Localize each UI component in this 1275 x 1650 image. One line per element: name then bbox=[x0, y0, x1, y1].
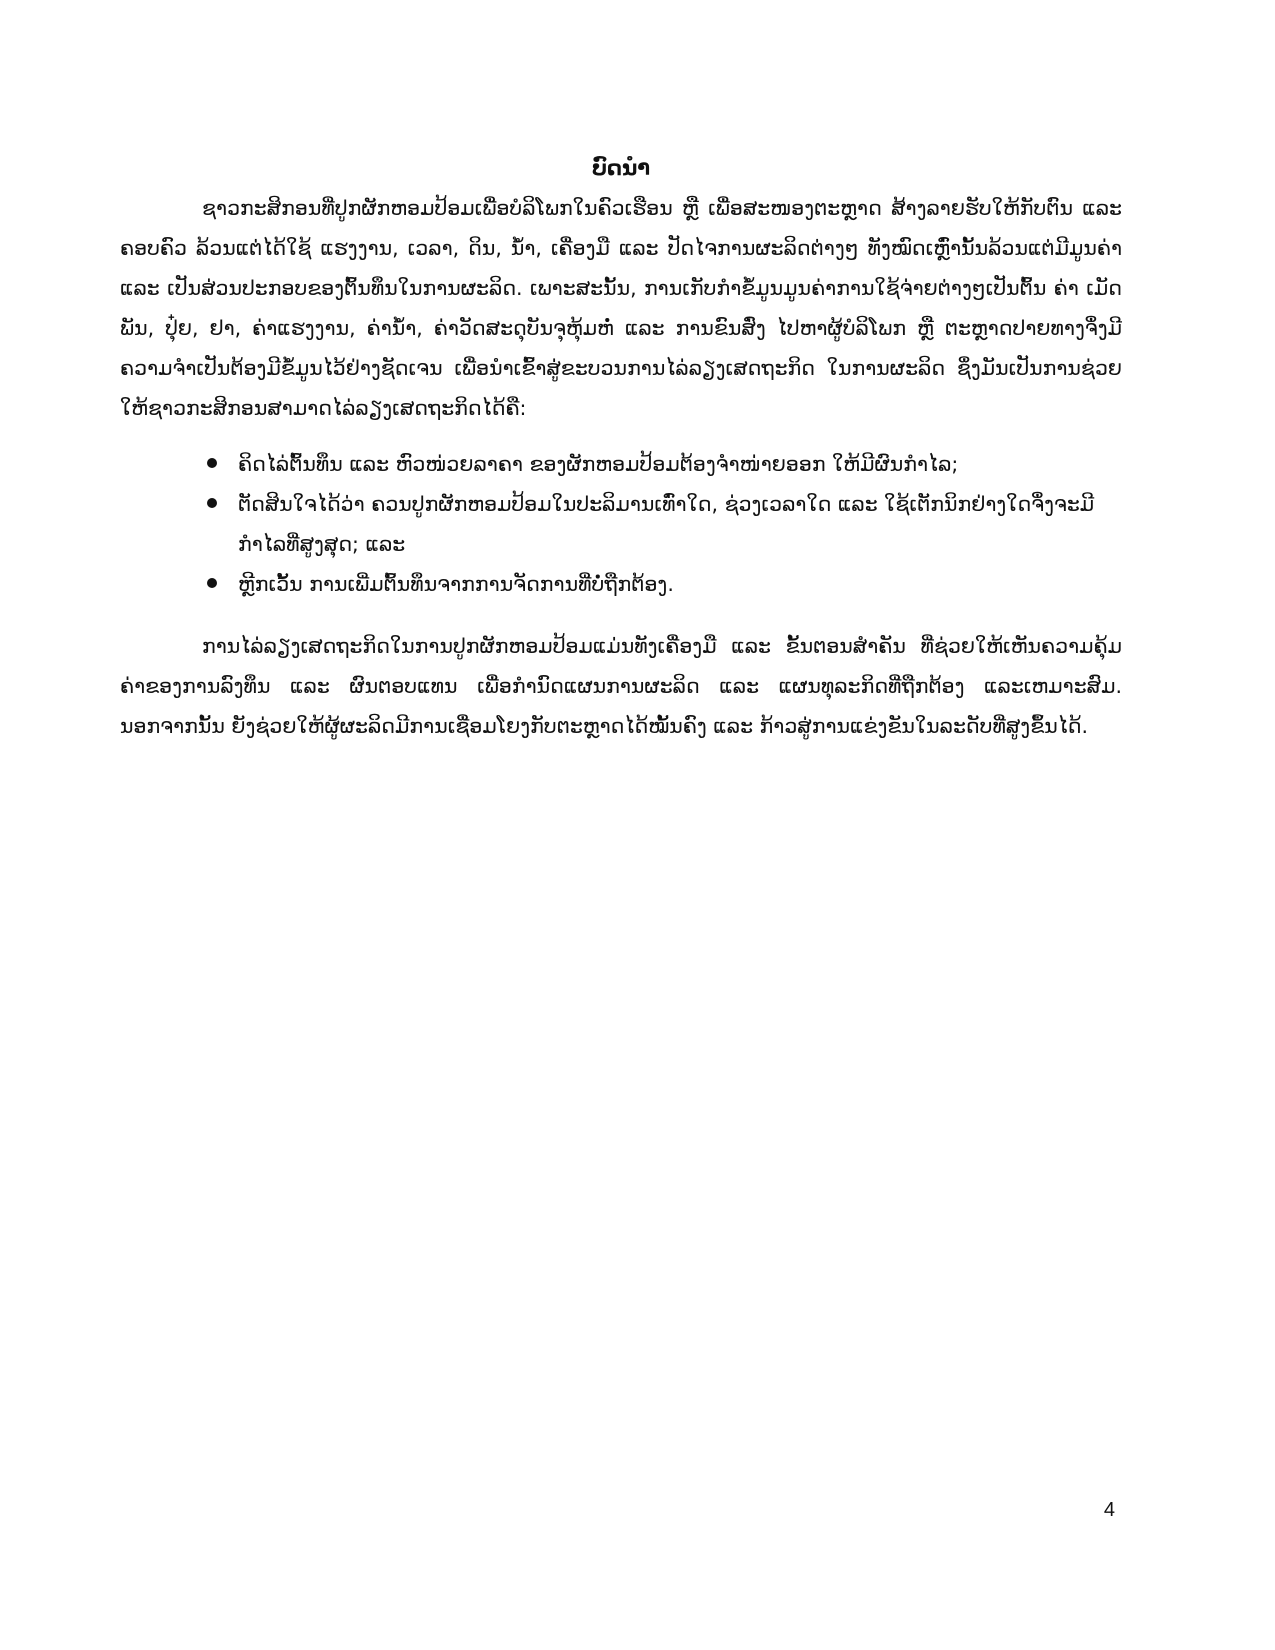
list-item bbox=[238, 564, 1122, 604]
bullet-list bbox=[120, 444, 1122, 604]
bullet-icon bbox=[207, 458, 217, 468]
list-item bbox=[238, 484, 1122, 564]
list-item-text: ຕັດສິນໃຈໄດ້ວ່າ ຄວນປູກຜັກຫອມປ້ອມໃນປະລິມານເທົ່າໃດ, ຊ່ວງເວລາໃດ ແລະ ໃຊ້ເຕັກນິກຢ່າງໃດຈຶ່ງຈະມີກໍາໄລທີ່ສູງສຸດ; ແລະ bbox=[238, 492, 1095, 556]
page-number: 4 bbox=[1103, 1499, 1115, 1521]
closing-paragraph: ການໄລ່ລຽງເສດຖະກິດໃນການປູກຜັກຫອມປ້ອມແມ່ນທັງເຄື່ອງມື ແລະ ຂັ້ນຕອນສໍາຄັນ ທີ່ຊ່ວຍໃຫ້ເຫັນຄວາມຄຸ້ມຄ່າຂອງການລົງທຶນ ແລະ ຜົນຕອບແທນ ເພື່ອກໍານົດແຜນການຜະລິດ ແລະ ແຜນທຸລະກິດທີ່ຖືກຕ້ອງ ແລະເຫມາະສົມ. ນອກຈາກນັ້ນ ຍັງຊ່ວຍໃຫ້ຜູ້ຜະລິດມີການເຊື່ອມໂຍງກັບຕະຫຼາດໄດ້ໝັ້ນຄົງ ແລະ ກ້າວສູ່ການແຂ່ງຂັນໃນລະດັບທີ່ສູງຂຶ້ນໄດ້. bbox=[120, 634, 1122, 738]
list-item-text: ຫຼີກເວັ້ນ ການເພີ່ມຕົ້ນທຶນຈາກການຈັດການທີ່ບໍ່ຖືກຕ້ອງ. bbox=[238, 572, 674, 596]
bullet-icon bbox=[207, 498, 217, 508]
list-item bbox=[238, 444, 1122, 484]
page-content bbox=[120, 150, 1122, 746]
bullet-icon bbox=[207, 578, 217, 588]
page-title: ບົດນໍາ bbox=[591, 156, 651, 180]
list-item-text: ຄິດໄລ່ຕົ້ນທຶນ ແລະ ຫົວໜ່ວຍລາຄາ ຂອງຜັກຫອມປ້ອມຕ້ອງຈໍາໜ່າຍອອກ ໃຫ້ມີຜົນກໍາໄລ; bbox=[238, 452, 959, 476]
intro-paragraph: ຊາວກະສິກອນທີ່ປູກຜັກຫອມປ້ອມເພື່ອບໍລິໂພກໃນຄົວເຮືອນ ຫຼື ເພື່ອສະໜອງຕະຫຼາດ ສ້າງລາຍຮັບໃຫ້ກັບຕົນ ແລະ ຄອບຄົວ ລ້ວນແຕ່ໄດ້ໃຊ້ ແຮງງານ, ເວລາ, ດິນ, ນໍ້າ, ເຄື່ອງມື ແລະ ປັດໄຈການຜະລິດຕ່າງໆ ທັງໝົດເຫຼົ່ານັ້ນລ້ວນແຕ່ມີມູນຄ່າ ແລະ ເປັນສ່ວນປະກອບຂອງຕົ້ນທຶນໃນການຜະລິດ. ເພາະສະນັ້ນ, ການເກັບກໍາຂໍ້ມູນມູນຄ່າການໃຊ້ຈ່າຍຕ່າງໆເປັນຕົ້ນ ຄ່າ ເມັດພັນ, ປຸ໋ຍ, ຢາ, ຄ່າແຮງງານ, ຄ່ານໍ້າ, ຄ່າວັດສະດຸບັນຈຸຫຸ້ມຫໍ່ ແລະ ການຂົນສົ່ງ ໄປຫາຜູ້ບໍລິໂພກ ຫຼື ຕະຫຼາດປາຍທາງຈຶ່ງມີຄວາມຈໍາເປັນຕ້ອງມີຂໍ້ມູນໄວ້ຢ່າງຊັດເຈນ ເພື່ອນໍາເຂົ້າສູ່ຂະບວນການໄລ່ລຽງເສດຖະກິດ ໃນການຜະລິດ ຊຶ່ງມັນເປັນການຊ່ວຍໃຫ້ຊາວກະສິກອນສາມາດໄລ່ລຽງເສດຖະກິດໄດ້ຄື: bbox=[120, 196, 1122, 420]
